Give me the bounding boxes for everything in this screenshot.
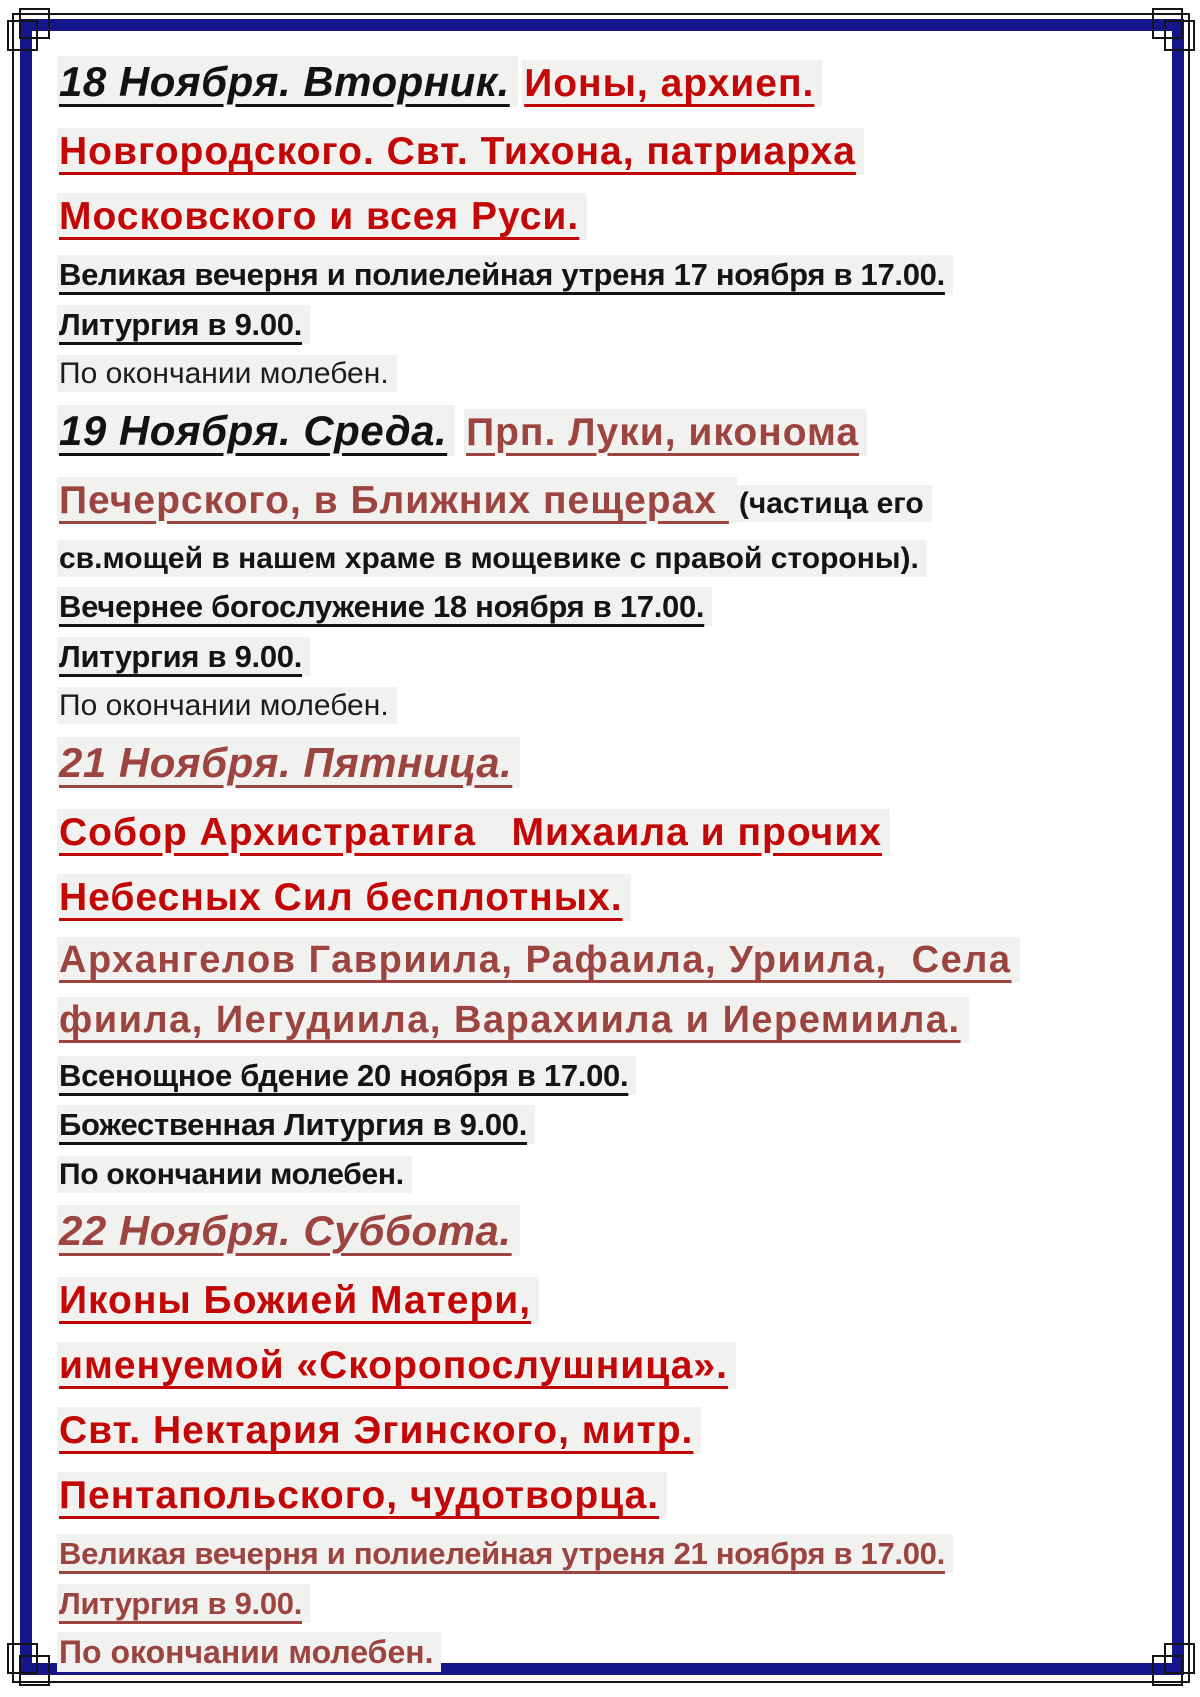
- text-line: [57, 869, 1149, 934]
- text-line: [57, 994, 1149, 1054]
- text-line: [57, 1103, 1149, 1153]
- text-segment: Собор Архистратига Михаила и прочих: [57, 809, 890, 856]
- text-line: [57, 52, 1149, 122]
- text-segment: Литургия в 9.00.: [57, 1584, 310, 1623]
- text-line: [57, 303, 1149, 353]
- text-line: [57, 1467, 1149, 1532]
- text-line: [57, 1337, 1149, 1402]
- text-segment: Архангелов Гавриила, Рафаила, Уриила, Села: [57, 937, 1020, 983]
- text-line: [57, 1582, 1149, 1632]
- text-segment: По окончании молебен.: [57, 687, 397, 724]
- text-segment: (частица его: [737, 485, 932, 522]
- text-segment: именуемой «Скоропослушница».: [57, 1342, 736, 1389]
- text-line: [57, 1272, 1149, 1337]
- corner-ornament-top-left-inner: [19, 8, 50, 39]
- text-line: [57, 684, 1149, 733]
- text-segment: Литургия в 9.00.: [57, 305, 310, 344]
- text-segment: По окончании молебен.: [57, 355, 397, 392]
- text-segment: По окончании молебен.: [57, 1632, 441, 1672]
- corner-ornament-top-right-inner: [1152, 8, 1183, 39]
- text-segment: св.мощей в нашем храме в мощевике с правой стороны).: [57, 540, 927, 577]
- text-line: [57, 401, 1149, 471]
- text-line: [57, 1153, 1149, 1202]
- text-line: [57, 733, 1149, 803]
- text-segment: По окончании молебен.: [57, 1156, 412, 1193]
- text-segment: Божественная Литургия в 9.00.: [57, 1105, 535, 1144]
- text-line: [57, 804, 1149, 869]
- corner-ornament-bottom-right-inner: [1152, 1655, 1183, 1686]
- text-segment: Великая вечерня и полиелейная утреня 17 ноября в 17.00.: [57, 255, 953, 294]
- text-segment: Свт. Нектария Эгинского, митр.: [57, 1407, 701, 1454]
- text-line: [57, 1532, 1149, 1582]
- text-segment: Вечернее богослужение 18 ноября в 17.00.: [57, 587, 712, 626]
- text-line: [57, 934, 1149, 994]
- text-segment: фиила, Иегудиила, Варахиила и Иеремиила.: [57, 997, 969, 1043]
- text-segment: Великая вечерня и полиелейная утреня 21 ноября в 17.00.: [57, 1534, 953, 1573]
- text-line: [57, 1402, 1149, 1467]
- text-line: [57, 585, 1149, 635]
- text-segment: Московского и всея Руси.: [57, 193, 587, 240]
- text-segment: Иконы Божией Матери,: [57, 1277, 539, 1324]
- text-segment: 21 Ноября. Пятница.: [57, 737, 520, 788]
- text-line: [57, 1201, 1149, 1271]
- text-line: [57, 123, 1149, 188]
- text-line: [57, 253, 1149, 303]
- text-segment: Литургия в 9.00.: [57, 637, 310, 676]
- text-segment: Небесных Сил бесплотных.: [57, 874, 631, 921]
- corner-ornament-top-right-outer: [1164, 20, 1195, 51]
- text-segment: Ионы, архиеп.: [522, 60, 822, 107]
- text-line: [57, 635, 1149, 685]
- corner-ornament-top-left-outer: [7, 20, 38, 51]
- text-segment: Печерского, в Ближних пещерах: [57, 477, 737, 524]
- text-line: [57, 352, 1149, 401]
- text-line: [57, 537, 1149, 586]
- text-segment: [455, 432, 464, 449]
- text-line: [57, 1631, 1149, 1681]
- text-segment: 18 Ноября. Вторник.: [57, 56, 518, 107]
- text-line: [57, 472, 1149, 537]
- text-segment: 22 Ноября. Суббота.: [57, 1205, 520, 1256]
- text-segment: 19 Ноября. Среда.: [57, 405, 455, 456]
- text-segment: Прп. Луки, иконома: [464, 409, 867, 456]
- corner-ornament-bottom-right-outer: [1164, 1643, 1195, 1674]
- text-segment: Новгородского. Свт. Тихона, патриарха: [57, 128, 864, 175]
- text-segment: Пентапольского, чудотворца.: [57, 1472, 667, 1519]
- corner-ornament-bottom-left-outer: [7, 1643, 38, 1674]
- text-line: [57, 188, 1149, 253]
- text-segment: Всенощное бдение 20 ноября в 17.00.: [57, 1056, 636, 1095]
- corner-ornament-bottom-left-inner: [19, 1655, 50, 1686]
- document-content: [57, 52, 1149, 1681]
- text-line: [57, 1054, 1149, 1104]
